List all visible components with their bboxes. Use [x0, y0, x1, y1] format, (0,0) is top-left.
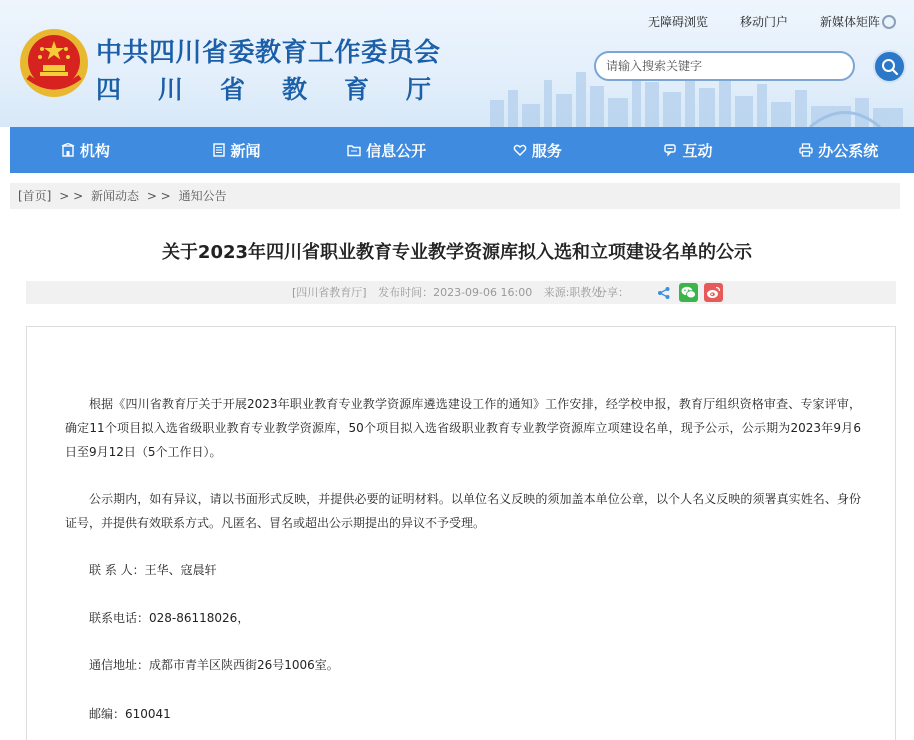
nav-item-label: 新闻 [230, 141, 261, 160]
main-nav [10, 127, 914, 173]
article-publish-time: 发布时间：2023-09-06 16:00 [378, 286, 533, 299]
national-emblem-icon [18, 27, 90, 99]
share-label: 分享： [596, 286, 629, 299]
nav-item-institution[interactable] [10, 127, 161, 173]
search-input[interactable] [594, 51, 855, 81]
building-icon [61, 143, 75, 157]
contact-person: 联 系 人：王华、寇晨轩 [89, 563, 217, 577]
nav-item-label: 服务 [531, 141, 562, 160]
nav-item-info-disclosure[interactable] [311, 127, 462, 173]
share-button[interactable] [654, 283, 673, 302]
breadcrumb-news-link[interactable]: 新闻动态 [90, 189, 139, 203]
mobile-portal-link[interactable]: 移动门户 [739, 15, 788, 29]
top-links [616, 13, 896, 30]
breadcrumb-notice-link[interactable]: 通知公告 [178, 189, 227, 203]
article-origin: 来源:职教处 [543, 286, 603, 299]
search-icon [881, 58, 899, 76]
article-title: 关于2023年四川省职业教育专业教学资源库拟入选和立项建设名单的公示 [161, 242, 753, 263]
article-content [26, 326, 896, 740]
article-source: [四川省教育厅] [292, 286, 367, 299]
contact-address: 通信地址：成都市青羊区陕西街26号1006室。 [89, 658, 339, 672]
weibo-share-button[interactable] [704, 283, 723, 302]
folder-icon [347, 143, 361, 157]
nav-item-label: 机构 [79, 141, 110, 160]
location-pin-icon [882, 15, 896, 29]
nav-item-news[interactable] [161, 127, 312, 173]
nav-item-office-system[interactable] [763, 127, 914, 173]
site-header [0, 0, 914, 127]
nav-item-label: 信息公开 [366, 141, 427, 160]
document-icon [212, 143, 226, 157]
printer-icon [799, 143, 813, 157]
search-button[interactable] [873, 50, 906, 83]
site-title-line2: 四川省教育厅 [96, 75, 469, 104]
site-title-line1: 中共四川省委教育工作委员会 [96, 38, 441, 68]
article-meta-bar [26, 281, 896, 304]
weibo-icon [706, 286, 721, 299]
breadcrumb-separator: > > [59, 189, 84, 203]
share-icons [654, 283, 729, 302]
article-paragraph: 根据《四川省教育厅关于开展2023年职业教育专业教学资源库遴选建设工作的通知》工作安排，经学校申报，教育厅组织资格审查、专家评审，确定11个项目拟入选省级职业教育专业教学资源库，50个项目拟入选省级职业教育专业教学资源库立项建设名单，现予公示，公示期为2023年9月6日至9月12日（5个工作日）。 [65, 397, 861, 459]
chat-icon [664, 143, 678, 157]
breadcrumb-home-link[interactable]: [首页] [18, 189, 52, 203]
contact-phone: 联系电话：028-86118026， [89, 611, 250, 625]
new-media-link[interactable]: 新媒体矩阵 [819, 15, 880, 29]
share-icon [657, 286, 671, 300]
heart-hands-icon [513, 143, 527, 157]
accessibility-link[interactable]: 无障碍浏览 [647, 15, 708, 29]
nav-item-label: 互动 [682, 141, 713, 160]
breadcrumb [10, 183, 900, 209]
breadcrumb-separator: > > [146, 189, 171, 203]
contact-postcode: 邮编：610041 [89, 707, 171, 721]
nav-item-label: 办公系统 [818, 141, 879, 160]
wechat-icon [681, 286, 696, 299]
wechat-share-button[interactable] [679, 283, 698, 302]
nav-item-service[interactable] [462, 127, 613, 173]
article-paragraph: 公示期内，如有异议，请以书面形式反映，并提供必要的证明材料。以单位名义反映的须加盖本单位公章，以个人名义反映的须署真实姓名、身份证号，并提供有效联系方式。凡匿名、冒名或超出公示期提出的异议不予受理。 [65, 492, 861, 530]
nav-item-interaction[interactable] [613, 127, 764, 173]
